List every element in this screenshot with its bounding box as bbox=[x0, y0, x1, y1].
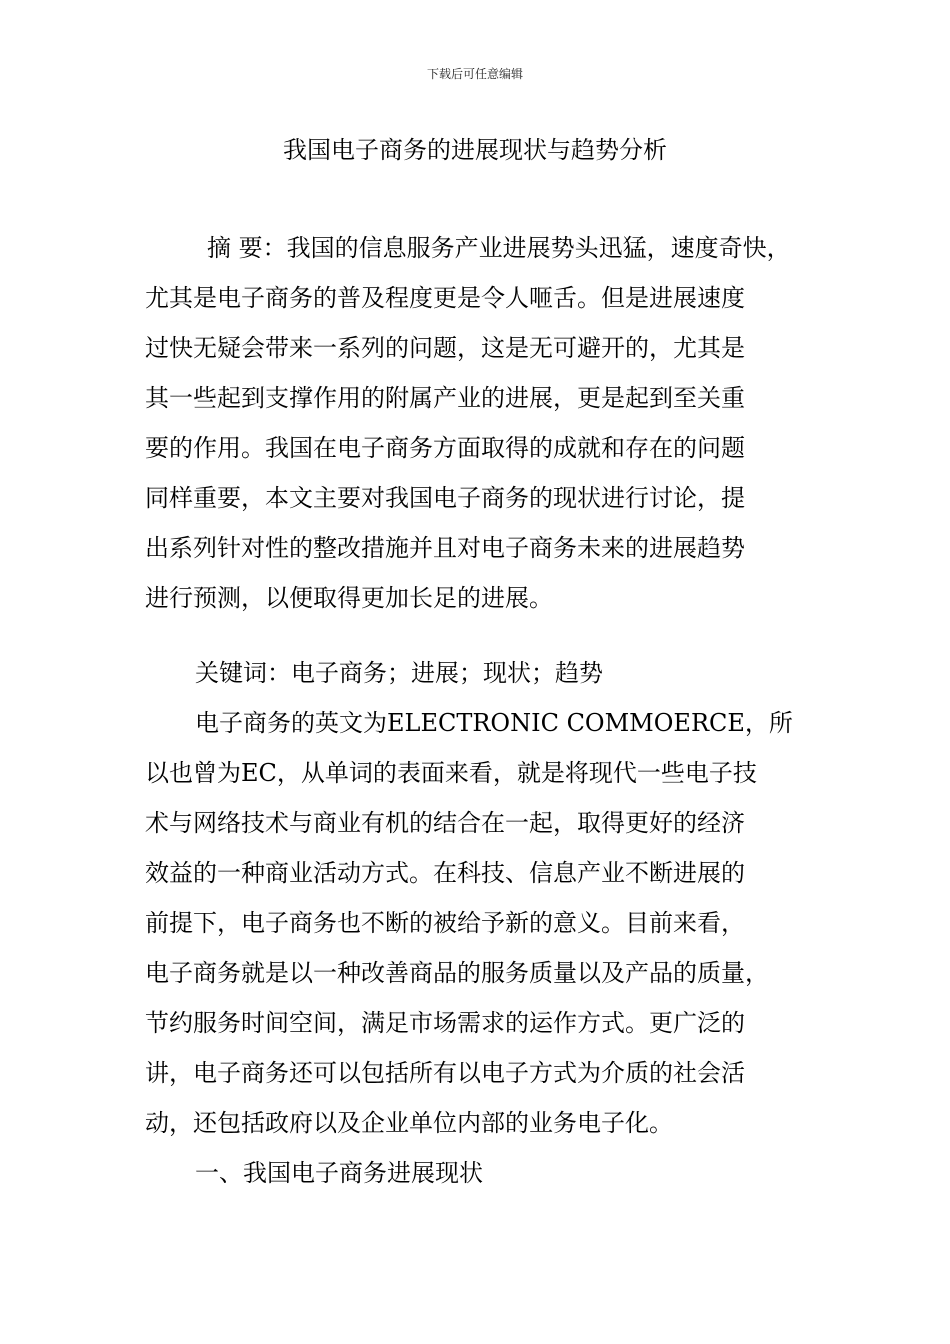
body-line: 电子商务就是以一种改善商品的服务质量以及产品的质量， bbox=[145, 959, 769, 987]
body-line: 讲，电子商务还可以包括所有以电子方式为介质的社会活 bbox=[145, 1059, 745, 1087]
document-title: 我国电子商务的进展现状与趋势分析 bbox=[283, 136, 667, 164]
body-line: 术与网络技术与商业有机的结合在一起，取得更好的经济 bbox=[145, 809, 745, 837]
abstract-line: 进行预测，以便取得更加长足的进展。 bbox=[145, 584, 553, 612]
abstract-line: 出系列针对性的整改措施并且对电子商务未来的进展趋势 bbox=[145, 534, 745, 562]
body-line: 电子商务的英文为ELECTRONIC COMMOERCE，所 bbox=[195, 709, 793, 737]
abstract-line: 要的作用。我国在电子商务方面取得的成就和存在的问题 bbox=[145, 434, 745, 462]
keywords: 关键词：电子商务；进展；现状；趋势 bbox=[195, 659, 603, 687]
header-note: 下载后可任意编辑 bbox=[426, 67, 523, 81]
abstract-line: 同样重要，本文主要对我国电子商务的现状进行讨论，提 bbox=[145, 484, 745, 512]
body-line: 节约服务时间空间，满足市场需求的运作方式。更广泛的 bbox=[145, 1009, 745, 1037]
body-line: 以也曾为EC，从单词的表面来看，就是将现代一些电子技 bbox=[145, 759, 757, 787]
abstract-line: 过快无疑会带来一系列的问题，这是无可避开的，尤其是 bbox=[145, 334, 745, 362]
body-line: 动，还包括政府以及企业单位内部的业务电子化。 bbox=[145, 1109, 673, 1137]
section-heading: 一、我国电子商务进展现状 bbox=[195, 1159, 483, 1187]
abstract-line: 尤其是电子商务的普及程度更是令人咂舌。但是进展速度 bbox=[145, 284, 745, 312]
abstract-line: 其一些起到支撑作用的附属产业的进展，更是起到至关重 bbox=[145, 384, 745, 412]
abstract-line: 摘 要：我国的信息服务产业进展势头迅猛，速度奇快， bbox=[207, 234, 791, 262]
body-line: 前提下，电子商务也不断的被给予新的意义。目前来看， bbox=[145, 909, 745, 937]
body-line: 效益的一种商业活动方式。在科技、信息产业不断进展的 bbox=[145, 859, 745, 887]
